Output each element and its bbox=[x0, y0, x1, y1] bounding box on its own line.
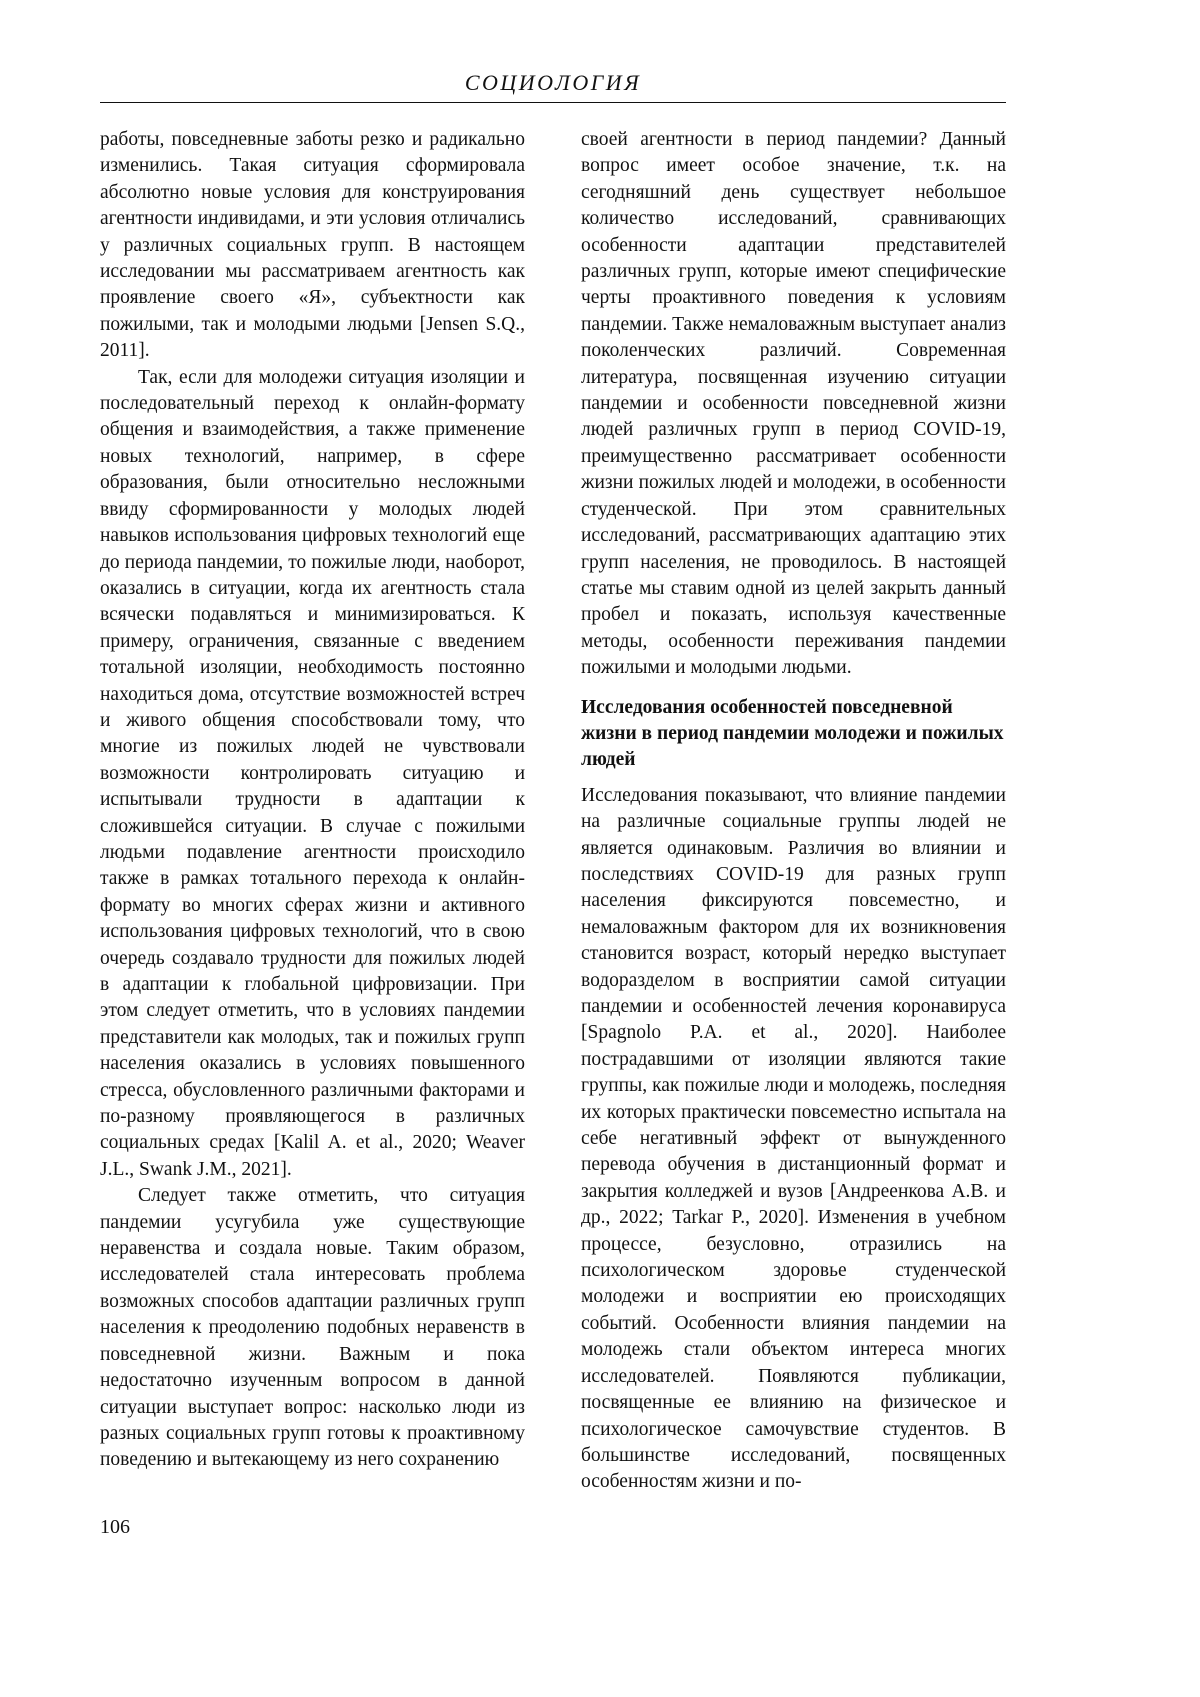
header-rule bbox=[100, 102, 1006, 103]
paragraph: Исследования показывают, что влияние пандемии на различные социальные группы людей не является одинаковым. Различия во влиянии и последствиях COVID-19 для разных групп населения фиксируются повсеместно, и немаловажным фактором для их возникновения становится возраст, который нередко выступает водоразделом в восприятии самой ситуации пандемии и особенностей лечения коронавируса [Spagnolo P.A. et al., 2020]. Наиболее пострадавшими от изоляции являются такие группы, как пожилые люди и молодежь, последняя их которых практически повсеместно испытала на себе негативный эффект от вынужденного перевода обучения в дистанционный формат и закрытия колледжей и вузов [Андреенкова А.В. и др., 2022; Tarkar P., 2020]. Изменения в учебном процессе, безусловно, отразились на психологическом здоровье студенческой молодежи и восприятии ею происходящих событий. Особенности влияния пандемии на молодежь стали объектом интереса многих исследователей. Появляются публикации, посвященные ее влиянию на физическое и психологическое самочувствие студентов. В большинстве исследований, посвященных особенностям жизни и по- bbox=[581, 784, 1006, 1493]
section-header: СОЦИОЛОГИЯ bbox=[464, 70, 642, 95]
paragraph: работы, повседневные заботы резко и радикально изменились. Такая ситуация сформировала абсолютно новые условия для конструирования агентности индивидами, и эти условия отличались у различных социальных групп. В настоящем исследовании мы рассматриваем агентность как проявление своего «Я», субъектности как пожилыми, так и молодыми людьми [Jensen S.Q., 2011]. bbox=[100, 129, 525, 362]
right-column bbox=[581, 127, 1006, 1496]
left-column bbox=[100, 127, 525, 1496]
paragraph: своей агентности в период пандемии? Данный вопрос имеет особое значение, т.к. на сегодняшний день существует небольшое количество исследований, сравнивающих особенности адаптации представителей различных групп, которые имеют специфические черты проактивного поведения к условиям пандемии. Также немаловажным выступает анализ поколенческих различий. Современная литература, посвященная изучению ситуации пандемии и особенности повседневной жизни людей различных групп в период COVID-19, преимущественно рассматривает особенности жизни пожилых людей и молодежи, в особенности студенческой. При этом сравнительных исследований, рассматривающих адаптацию этих групп населения, не проводилось. В настоящей статье мы ставим одной из целей закрыть данный пробел и показать, используя качественные методы, особенности переживания пандемии пожилыми и молодыми людьми. bbox=[581, 129, 1006, 679]
section-heading: Исследования особенностей повседневной жизни в период пандемии молодежи и пожилых людей bbox=[581, 696, 1004, 771]
two-column-layout bbox=[100, 127, 1006, 1496]
paragraph: Так, если для молодежи ситуация изоляции и последовательный переход к онлайн-формату общения и взаимодействия, а также применение новых технологий, например, в сфере образования, были относительно несложными ввиду сформированности у молодых людей навыков использования цифровых технологий еще до периода пандемии, то пожилые люди, наоборот, оказались в ситуации, когда их агентность стала всячески подавляться и минимизироваться. К примеру, ограничения, связанные с введением тотальной изоляции, необходимость постоянно находиться дома, отсутствие возможностей встреч и живого общения способствовали тому, что многие из пожилых людей не чувствовали возможности контролировать ситуацию и испытывали трудности в адаптации к сложившейся ситуации. В случае с пожилыми людьми подавление агентности происходило также в рамках тотального перехода к онлайн-формату во многих сферах жизни и активного использования цифровых технологий, что в свою очередь создавало трудности для пожилых людей в адаптации к глобальной цифровизации. При этом следует отметить, что в условиях пандемии представители как молодых, так и пожилых групп населения оказались в условиях повышенного стресса, обусловленного различными факторами и по-разному проявляющегося в различных социальных средах [Kalil A. et al., 2020; Weaver J.L., Swank J.M., 2021]. bbox=[100, 366, 525, 1180]
paragraph: Следует также отметить, что ситуация пандемии усугубила уже существующие неравенства и создала новые. Таким образом, исследователей стала интересовать проблема возможных способов адаптации различных групп населения к преодолению подобных неравенств в повседневной жизни. Важным и пока недостаточно изученным вопросом в данной ситуации выступает вопрос: насколько люди из разных социальных групп готовы к проактивному поведению и вытекающему из него сохранению bbox=[100, 1185, 525, 1471]
page-number: 106 bbox=[100, 1515, 130, 1538]
page-content bbox=[100, 70, 1006, 1540]
